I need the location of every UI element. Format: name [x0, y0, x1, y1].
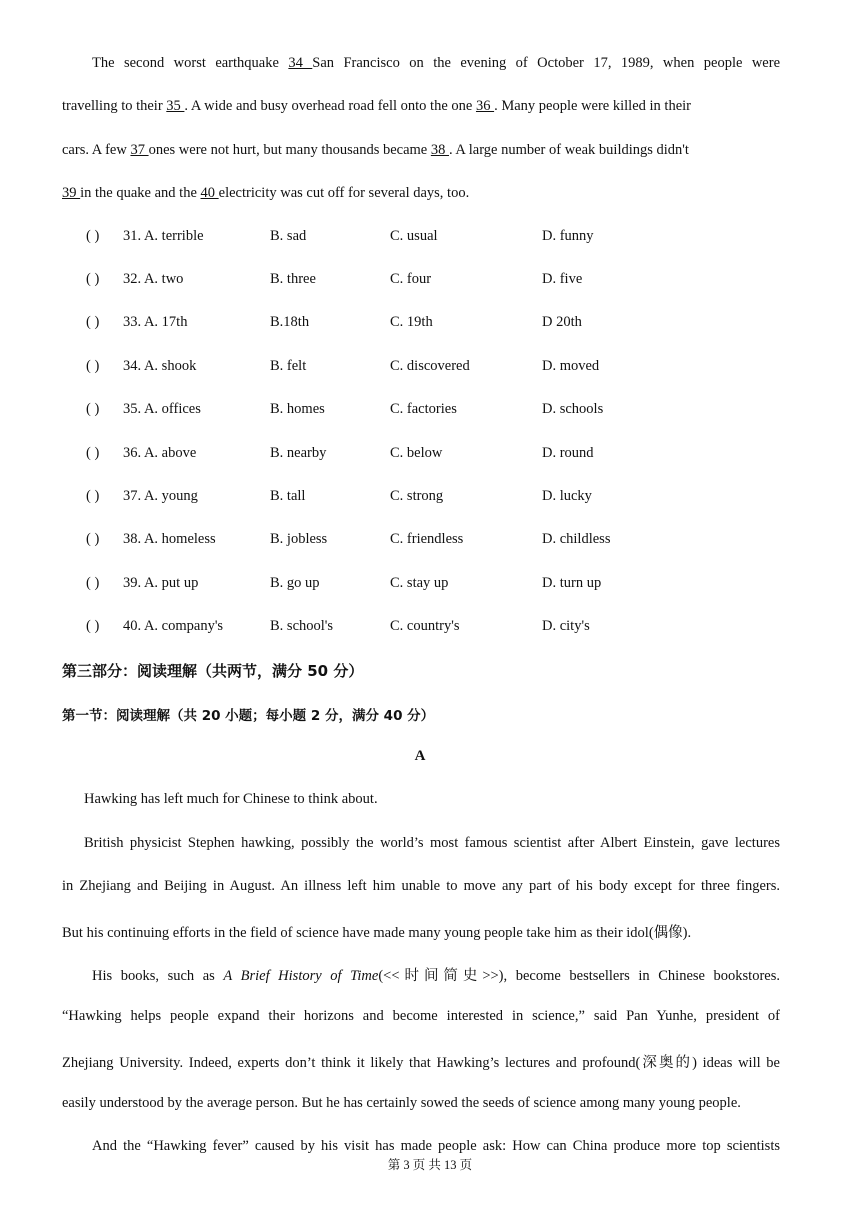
section-title: 第三部分：阅读理解（共两节，满分 50 分） — [62, 662, 364, 680]
option-c: C. factories — [390, 401, 457, 417]
text: The second worst earthquake — [92, 55, 289, 71]
option-d: D. five — [542, 271, 583, 287]
answer-bracket[interactable]: ( ) — [86, 575, 100, 591]
reading-line: But his continuing efforts in the field of science have made many young people take him as their idol(偶像). — [62, 925, 692, 941]
text: San Francisco on the evening of October 17, 1989, when people were — [312, 55, 781, 71]
question-32 — [86, 271, 786, 291]
option-b: B. tall — [270, 488, 306, 504]
answer-bracket[interactable]: ( ) — [86, 358, 100, 374]
reading-line: British physicist Stephen hawking, possibly the world’s most famous scientist after Albert Einstein, gave lectures — [84, 835, 780, 851]
option-a: 31. A. terrible — [123, 228, 204, 244]
text: His books, such as — [92, 968, 224, 984]
question-31 — [86, 228, 786, 248]
text: in the quake and the — [80, 185, 201, 201]
blank-34: 34 — [288, 55, 313, 71]
option-c: C. friendless — [390, 531, 464, 547]
text: . A large number of weak buildings didn't — [448, 142, 689, 158]
option-a: 39. A. put up — [123, 575, 199, 591]
option-b: B. three — [270, 271, 316, 287]
option-a: 35. A. offices — [123, 401, 201, 417]
text: . A wide and busy overhead road fell onto the one — [184, 98, 476, 114]
text: travelling to their — [62, 98, 167, 114]
option-d: D. lucky — [542, 488, 592, 504]
option-d: D. round — [542, 445, 594, 461]
option-a: 40. A. company's — [123, 618, 224, 634]
page-number: 第 3 页 共 13 页 — [387, 1158, 473, 1172]
option-d: D. funny — [542, 228, 594, 244]
section-subtitle: 第一节：阅读理解（共 20 小题；每小题 2 分，满分 40 分） — [62, 708, 435, 724]
answer-bracket[interactable]: ( ) — [86, 314, 100, 330]
option-b: B. homes — [270, 401, 325, 417]
answer-bracket[interactable]: ( ) — [86, 488, 100, 504]
answer-bracket[interactable]: ( ) — [86, 271, 100, 287]
option-b: B. sad — [270, 228, 307, 244]
answer-bracket[interactable]: ( ) — [86, 531, 100, 547]
reading-line: “Hawking helps people expand their horizons and become interested in science,” said Pan Yunhe, president of — [62, 1008, 780, 1024]
option-c: C. usual — [390, 228, 438, 244]
option-a: 38. A. homeless — [123, 531, 216, 547]
question-39 — [86, 575, 786, 595]
option-c: C. 19th — [390, 314, 433, 330]
option-a: 33. A. 17th — [123, 314, 188, 330]
answer-bracket[interactable]: ( ) — [86, 228, 100, 244]
reading-line — [62, 964, 780, 985]
text: cars. A few — [62, 142, 131, 158]
option-a: 37. A. young — [123, 488, 198, 504]
answer-bracket[interactable]: ( ) — [86, 401, 100, 417]
option-a: 32. A. two — [123, 271, 184, 287]
question-37 — [86, 488, 786, 508]
option-d: D 20th — [542, 314, 582, 330]
option-b: B. school's — [270, 618, 334, 634]
passage-line-1 — [62, 55, 780, 72]
text: ones were not hurt, but many thousands became — [148, 142, 431, 158]
reading-line: in Zhejiang and Beijing in August. An illness left him unable to move any part of his body except for three fingers. — [62, 878, 780, 894]
question-40 — [86, 618, 786, 638]
question-33 — [86, 314, 786, 334]
option-d: D. childless — [542, 531, 611, 547]
option-d: D. turn up — [542, 575, 602, 591]
blank-36: 36 — [475, 98, 495, 114]
answer-bracket[interactable]: ( ) — [86, 618, 100, 634]
text: (<<时间简史>>), become bestsellers in Chinese bookstores. — [378, 968, 780, 984]
blank-35: 35 — [166, 98, 185, 114]
passage-label: A — [414, 748, 426, 764]
option-b: B. go up — [270, 575, 320, 591]
question-35 — [86, 401, 786, 421]
text: . Many people were killed in their — [494, 98, 691, 114]
option-b: B. felt — [270, 358, 307, 374]
option-d: D. city's — [542, 618, 590, 634]
option-c: C. four — [390, 271, 432, 287]
passage-line-2 — [62, 98, 780, 115]
blank-38: 38 — [430, 142, 449, 158]
option-c: C. country's — [390, 618, 460, 634]
option-c: C. strong — [390, 488, 444, 504]
option-c: C. discovered — [390, 358, 470, 374]
option-d: D. schools — [542, 401, 604, 417]
blank-40: 40 — [200, 185, 219, 201]
blank-37: 37 — [130, 142, 149, 158]
blank-39: 39 — [62, 185, 81, 201]
reading-line: easily understood by the average person. But he has certainly sowed the seeds of science among many young people. — [62, 1095, 741, 1111]
book-title: A Brief History of Time — [223, 968, 379, 984]
passage-line-3 — [62, 142, 780, 159]
option-c: C. below — [390, 445, 443, 461]
question-34 — [86, 358, 786, 378]
question-38 — [86, 531, 786, 551]
option-a: 34. A. shook — [123, 358, 197, 374]
reading-line: Zhejiang University. Indeed, experts don’t think it likely that Hawking’s lectures and profound(深奥的) ideas will be — [62, 1055, 780, 1071]
passage-line-4 — [62, 185, 780, 202]
option-b: B.18th — [270, 314, 310, 330]
reading-line: And the “Hawking fever” caused by his visit has made people ask: How can China produce more top scientists — [92, 1138, 780, 1154]
option-a: 36. A. above — [123, 445, 197, 461]
answer-bracket[interactable]: ( ) — [86, 445, 100, 461]
text: electricity was cut off for several days, too. — [218, 185, 470, 201]
option-b: B. jobless — [270, 531, 328, 547]
option-c: C. stay up — [390, 575, 449, 591]
reading-paragraph-1: Hawking has left much for Chinese to think about. — [84, 791, 378, 807]
option-b: B. nearby — [270, 445, 327, 461]
option-d: D. moved — [542, 358, 600, 374]
question-36 — [86, 445, 786, 465]
